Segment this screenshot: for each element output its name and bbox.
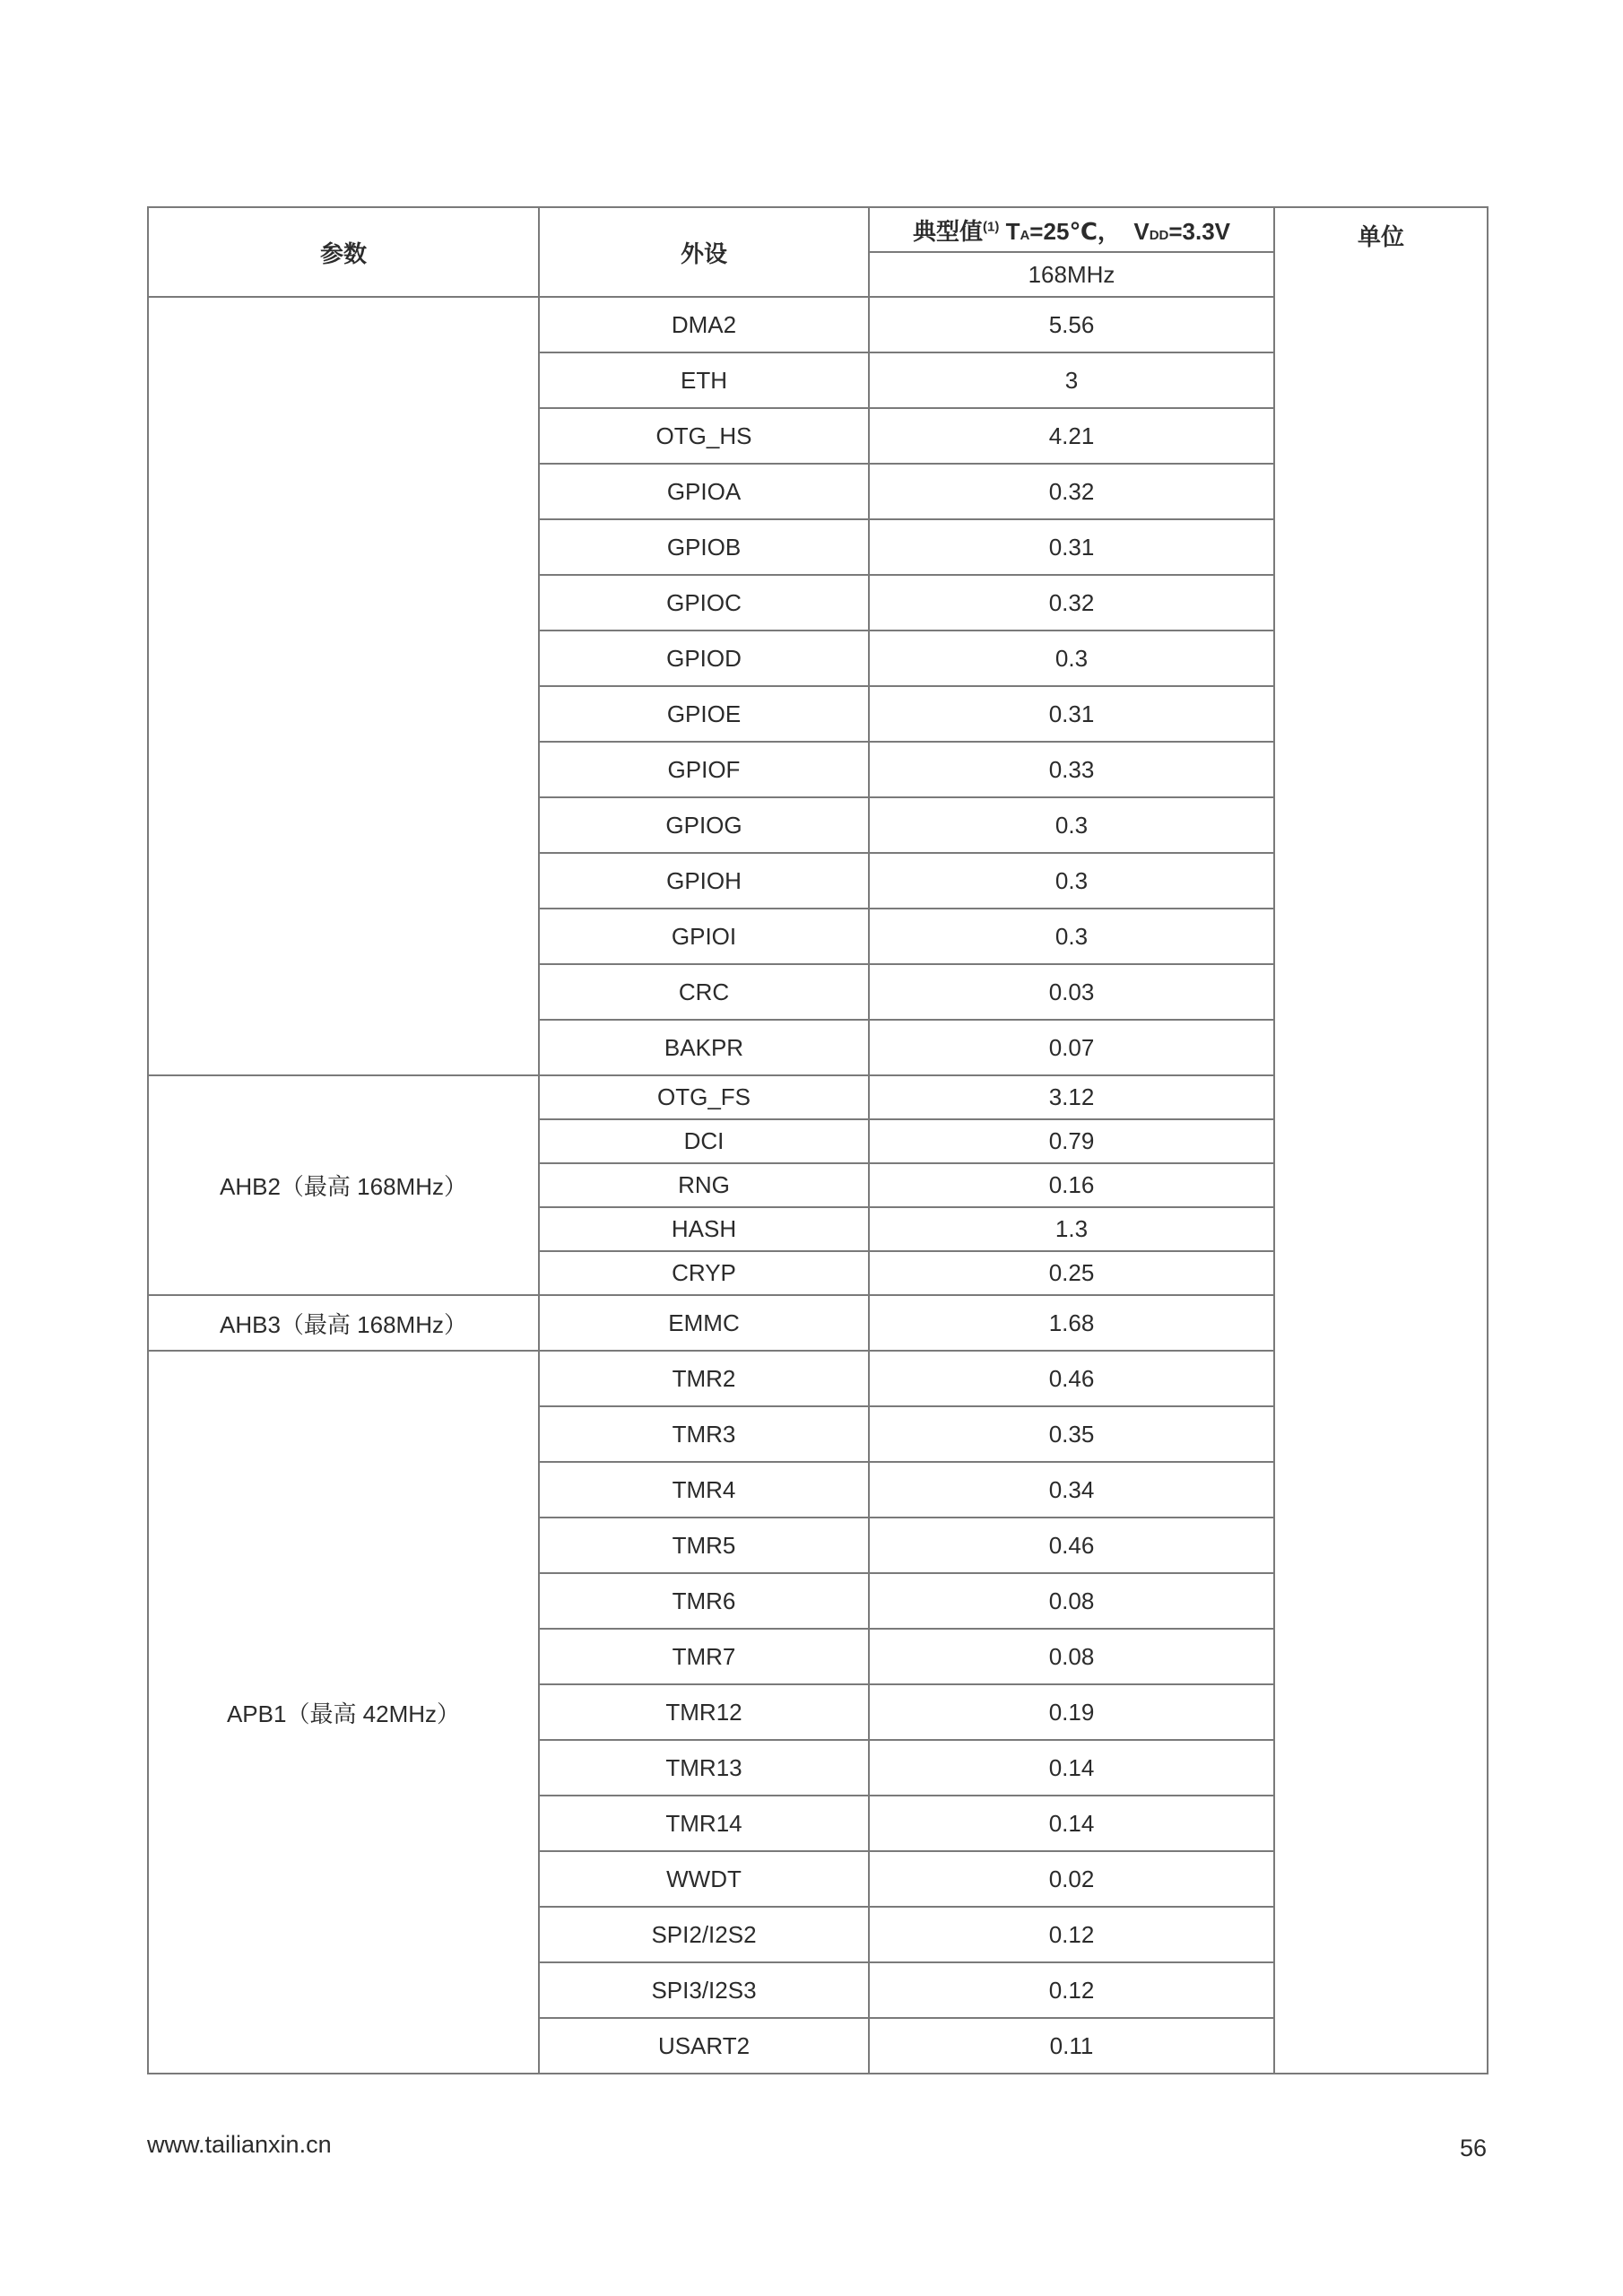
- peripheral-cell: TMR7: [539, 1629, 869, 1684]
- peripheral-cell: OTG_HS: [539, 408, 869, 464]
- peripheral-cell: TMR5: [539, 1518, 869, 1573]
- value-cell: 0.32: [869, 575, 1274, 631]
- peripheral-cell: TMR2: [539, 1351, 869, 1406]
- value-cell: 1.68: [869, 1295, 1274, 1351]
- value-cell: 0.14: [869, 1740, 1274, 1796]
- value-cell: 0.02: [869, 1851, 1274, 1907]
- value-cell: 0.14: [869, 1796, 1274, 1851]
- peripheral-cell: GPIOD: [539, 631, 869, 686]
- value-cell: 4.21: [869, 408, 1274, 464]
- value-cell: 0.3: [869, 631, 1274, 686]
- peripheral-cell: GPIOA: [539, 464, 869, 519]
- header-typical-note: (1): [982, 218, 1000, 234]
- header-typical-conditions: [869, 207, 1274, 252]
- value-cell: 5.56: [869, 297, 1274, 352]
- peripheral-cell: GPIOG: [539, 797, 869, 853]
- group-label: AHB3（最高 168MHz）: [148, 1295, 539, 1351]
- value-cell: 0.32: [869, 464, 1274, 519]
- value-cell: 0.12: [869, 1907, 1274, 1962]
- value-cell: 0.16: [869, 1163, 1274, 1207]
- header-param: 参数: [148, 207, 539, 297]
- group-label: APB1（最高 42MHz）: [148, 1351, 539, 2074]
- peripheral-cell: GPIOI: [539, 909, 869, 964]
- peripheral-cell: CRYP: [539, 1251, 869, 1295]
- peripheral-cell: RNG: [539, 1163, 869, 1207]
- group-label: [148, 297, 539, 1075]
- value-cell: 0.08: [869, 1573, 1274, 1629]
- peripheral-cell: TMR4: [539, 1462, 869, 1518]
- value-cell: 0.33: [869, 742, 1274, 797]
- group-label: AHB2（最高 168MHz）: [148, 1075, 539, 1295]
- value-cell: 0.3: [869, 797, 1274, 853]
- peripheral-cell: CRC: [539, 964, 869, 1020]
- value-cell: 0.35: [869, 1406, 1274, 1462]
- peripheral-cell: USART2: [539, 2018, 869, 2074]
- peripheral-cell: DCI: [539, 1119, 869, 1163]
- value-cell: 0.46: [869, 1518, 1274, 1573]
- header-typical: 典型值: [912, 217, 983, 245]
- header-ta-value: =25℃，: [1029, 217, 1121, 245]
- header-frequency: 168MHz: [869, 252, 1274, 297]
- peripheral-cell: DMA2: [539, 297, 869, 352]
- footer-url: www.tailianxin.cn: [147, 2131, 332, 2158]
- header-vdd-subscript: DD: [1149, 227, 1169, 243]
- page-number: 56: [1459, 2135, 1487, 2161]
- value-cell: 1.3: [869, 1207, 1274, 1251]
- value-cell: 0.34: [869, 1462, 1274, 1518]
- power-consumption-table: [147, 206, 1488, 2074]
- peripheral-cell: BAKPR: [539, 1020, 869, 1075]
- peripheral-cell: HASH: [539, 1207, 869, 1251]
- peripheral-cell: GPIOB: [539, 519, 869, 575]
- value-cell: 0.07: [869, 1020, 1274, 1075]
- header-ta-subscript: A: [1020, 227, 1030, 243]
- peripheral-cell: GPIOF: [539, 742, 869, 797]
- peripheral-cell: TMR12: [539, 1684, 869, 1740]
- value-cell: 0.25: [869, 1251, 1274, 1295]
- peripheral-cell: GPIOH: [539, 853, 869, 909]
- peripheral-cell: OTG_FS: [539, 1075, 869, 1119]
- value-cell: 0.31: [869, 686, 1274, 742]
- header-vdd-value: =3.3V: [1168, 217, 1231, 245]
- peripheral-cell: SPI2/I2S2: [539, 1907, 869, 1962]
- peripheral-cell: GPIOC: [539, 575, 869, 631]
- header-row: [148, 207, 1488, 252]
- peripheral-cell: TMR3: [539, 1406, 869, 1462]
- header-unit: 单位: [1274, 207, 1488, 2074]
- header-vdd-symbol: V: [1133, 217, 1150, 245]
- peripheral-cell: TMR6: [539, 1573, 869, 1629]
- value-cell: 0.31: [869, 519, 1274, 575]
- header-peripheral: 外设: [539, 207, 869, 297]
- value-cell: 0.19: [869, 1684, 1274, 1740]
- value-cell: 3.12: [869, 1075, 1274, 1119]
- value-cell: 0.08: [869, 1629, 1274, 1684]
- value-cell: 0.03: [869, 964, 1274, 1020]
- value-cell: 0.46: [869, 1351, 1274, 1406]
- value-cell: 0.79: [869, 1119, 1274, 1163]
- value-cell: 0.12: [869, 1962, 1274, 2018]
- peripheral-cell: SPI3/I2S3: [539, 1962, 869, 2018]
- peripheral-cell: WWDT: [539, 1851, 869, 1907]
- peripheral-cell: ETH: [539, 352, 869, 408]
- peripheral-cell: EMMC: [539, 1295, 869, 1351]
- value-cell: 0.3: [869, 909, 1274, 964]
- peripheral-cell: GPIOE: [539, 686, 869, 742]
- peripheral-cell: TMR13: [539, 1740, 869, 1796]
- value-cell: 0.11: [869, 2018, 1274, 2074]
- header-ta-symbol: T: [1005, 217, 1020, 245]
- value-cell: 3: [869, 352, 1274, 408]
- value-cell: 0.3: [869, 853, 1274, 909]
- peripheral-cell: TMR14: [539, 1796, 869, 1851]
